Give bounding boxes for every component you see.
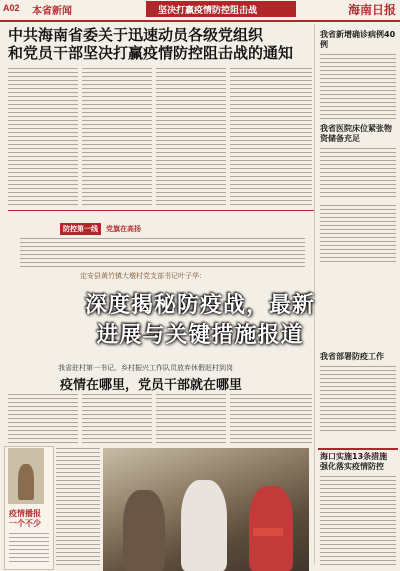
sidebar-text-5 <box>320 476 396 568</box>
sidebar-text-2 <box>320 148 396 200</box>
story-col3 <box>156 394 226 446</box>
lead-body-col4 <box>230 68 312 206</box>
feature-intro-text <box>20 238 305 268</box>
news-photo <box>103 448 309 571</box>
story-col1 <box>8 394 78 446</box>
side-box-image <box>8 448 44 504</box>
side-box-text <box>9 533 49 565</box>
photo-person-left <box>123 490 165 571</box>
photo-person-center <box>181 480 227 571</box>
story-col4 <box>230 394 312 446</box>
sidebar-text-1 <box>320 54 396 120</box>
story-col2 <box>82 394 152 446</box>
sidebar-item-1: 我省新增确诊病例40例 <box>320 30 396 49</box>
sidebar-item-4: 海口实施13条措施 强化落实疫情防控 <box>320 452 388 471</box>
topic-banner <box>146 1 296 17</box>
section-title: 本省新闻 <box>32 6 72 17</box>
page-number: A02 <box>3 3 20 13</box>
masthead-logo: 海南日报 <box>348 3 397 17</box>
lead-headline-line1: 中共海南省委关于迅速动员各级党组织 <box>8 26 264 44</box>
feature-rule <box>8 210 314 211</box>
side-box-title: 疫情播报 一个不少 <box>9 509 41 528</box>
lead-headline <box>8 26 308 62</box>
overlay-caption-line1: 深度揭秘防疫战，最新 <box>84 293 315 318</box>
story-headline: 疫情在哪里，党员干部就在哪里 <box>60 378 243 393</box>
lead-body-col3 <box>156 68 226 206</box>
sidebar-rule <box>318 448 398 450</box>
topic-banner-text: 坚决打赢疫情防控阻击战 <box>158 6 258 16</box>
page-header <box>0 0 400 22</box>
lead-headline-line2: 和党员干部坚决打赢疫情防控阻击战的通知 <box>8 44 294 62</box>
photo-armband <box>253 528 283 536</box>
sidebar-item-5: 我省部署防疫工作 <box>320 352 384 361</box>
feature-strip: 定安县黄竹镇大墩村党支部书记叶子华： <box>80 272 206 280</box>
overlay-caption-line2: 进展与关键措施报道 <box>96 323 304 348</box>
sidebar-text-3 <box>320 205 396 265</box>
story-col5 <box>56 448 100 568</box>
sidebar-text-4 <box>320 366 396 434</box>
story-kicker: 我省驻村第一书记、乡村振兴工作队员放弃休假赶村到岗 <box>58 364 233 372</box>
side-box-figure <box>18 464 34 500</box>
sidebar-item-2: 我省医院床位紧张物资储备充足 <box>320 124 392 143</box>
feature-label: 防控第一线 <box>60 223 101 235</box>
lead-body-col2 <box>82 68 152 206</box>
lead-body-col1 <box>8 68 78 206</box>
feature-label-2: 党旗在高扬 <box>106 225 141 233</box>
